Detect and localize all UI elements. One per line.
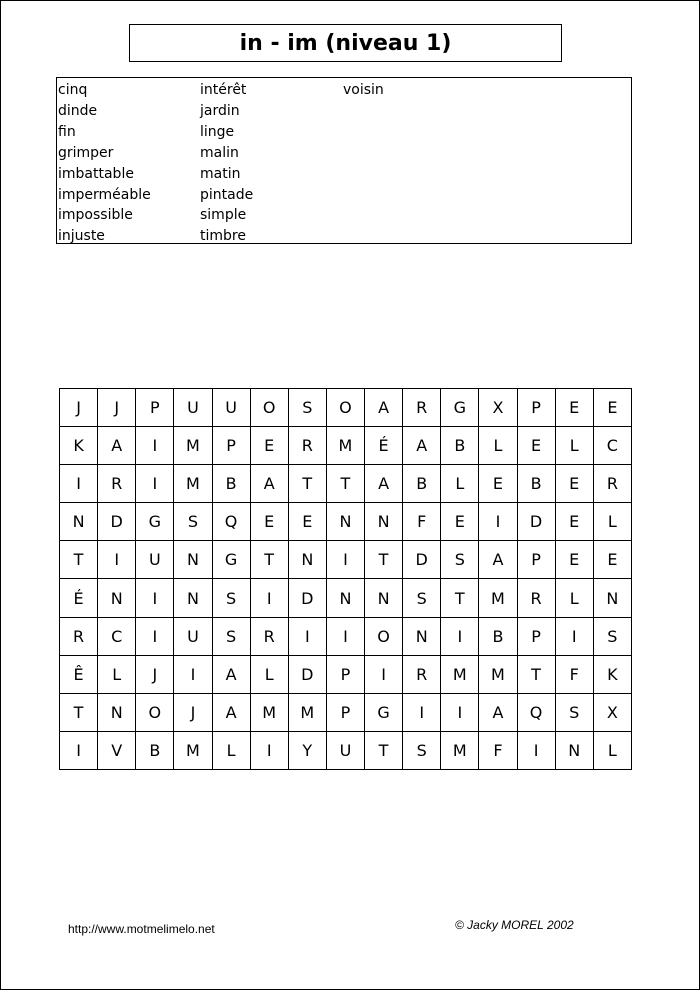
grid-cell[interactable]: Y — [288, 731, 326, 769]
grid-cell[interactable]: D — [288, 579, 326, 617]
grid-cell[interactable]: S — [288, 389, 326, 427]
grid-cell[interactable]: E — [555, 503, 593, 541]
grid-cell[interactable]: A — [98, 427, 136, 465]
grid-cell[interactable]: I — [326, 541, 364, 579]
grid-cell[interactable]: A — [250, 465, 288, 503]
grid-cell[interactable]: J — [98, 389, 136, 427]
grid-cell[interactable]: I — [365, 655, 403, 693]
grid-cell[interactable]: Q — [212, 503, 250, 541]
grid-cell[interactable]: I — [441, 693, 479, 731]
grid-cell[interactable]: I — [555, 617, 593, 655]
grid-cell[interactable]: T — [365, 731, 403, 769]
grid-cell[interactable]: A — [365, 465, 403, 503]
grid-cell[interactable]: T — [288, 465, 326, 503]
grid-cell[interactable]: P — [517, 541, 555, 579]
grid-cell[interactable]: J — [136, 655, 174, 693]
grid-cell[interactable]: I — [326, 617, 364, 655]
grid-row — [60, 465, 632, 503]
grid-cell[interactable]: P — [326, 693, 364, 731]
grid-cell[interactable]: Ê — [60, 655, 98, 693]
word-list-item: jardin — [200, 102, 240, 119]
grid-row — [60, 503, 632, 541]
grid-cell[interactable]: M — [288, 693, 326, 731]
grid-cell[interactable]: I — [517, 731, 555, 769]
grid-cell[interactable]: S — [403, 731, 441, 769]
grid-cell[interactable]: M — [250, 693, 288, 731]
grid-cell[interactable]: L — [593, 731, 631, 769]
grid-cell[interactable]: D — [288, 655, 326, 693]
grid-cell[interactable]: A — [212, 693, 250, 731]
grid-cell[interactable]: E — [593, 389, 631, 427]
letter-grid-table — [59, 388, 632, 770]
grid-cell[interactable]: X — [593, 693, 631, 731]
grid-cell[interactable]: S — [212, 617, 250, 655]
grid-cell[interactable]: P — [517, 617, 555, 655]
grid-cell[interactable]: D — [98, 503, 136, 541]
grid-cell[interactable]: T — [326, 465, 364, 503]
grid-cell[interactable]: N — [174, 579, 212, 617]
grid-cell[interactable]: T — [250, 541, 288, 579]
grid-cell[interactable]: I — [250, 579, 288, 617]
grid-cell[interactable]: M — [479, 579, 517, 617]
word-list-item: cinq — [58, 82, 88, 98]
grid-cell[interactable]: M — [174, 731, 212, 769]
grid-cell[interactable]: N — [174, 541, 212, 579]
grid-cell[interactable]: P — [212, 427, 250, 465]
grid-cell[interactable]: Q — [517, 693, 555, 731]
grid-cell[interactable]: G — [441, 389, 479, 427]
grid-cell[interactable]: U — [326, 731, 364, 769]
grid-cell[interactable]: N — [98, 579, 136, 617]
grid-cell[interactable]: N — [98, 693, 136, 731]
grid-cell[interactable]: R — [403, 389, 441, 427]
word-list — [56, 77, 632, 244]
grid-cell[interactable]: M — [174, 465, 212, 503]
page-title — [129, 24, 562, 62]
word-list-item: malin — [200, 144, 239, 161]
grid-cell[interactable]: R — [250, 617, 288, 655]
grid-cell[interactable]: M — [441, 655, 479, 693]
grid-cell[interactable]: L — [555, 427, 593, 465]
grid-cell[interactable]: U — [174, 389, 212, 427]
grid-cell[interactable]: E — [555, 389, 593, 427]
grid-cell[interactable]: S — [212, 579, 250, 617]
grid-cell[interactable]: M — [479, 655, 517, 693]
grid-cell[interactable]: I — [136, 427, 174, 465]
word-list-item: intérêt — [200, 82, 247, 98]
word-list-item: matin — [200, 165, 241, 182]
grid-cell[interactable]: K — [593, 655, 631, 693]
grid-cell[interactable]: E — [250, 503, 288, 541]
grid-cell[interactable]: B — [441, 427, 479, 465]
grid-cell[interactable]: J — [60, 389, 98, 427]
grid-cell[interactable]: N — [326, 503, 364, 541]
grid-row — [60, 389, 632, 427]
grid-cell[interactable]: N — [288, 541, 326, 579]
grid-cell[interactable]: R — [98, 465, 136, 503]
grid-cell[interactable]: T — [60, 693, 98, 731]
grid-cell[interactable]: B — [212, 465, 250, 503]
grid-cell[interactable]: P — [136, 389, 174, 427]
grid-cell[interactable]: S — [403, 579, 441, 617]
word-search-grid — [59, 388, 632, 770]
grid-cell[interactable]: A — [212, 655, 250, 693]
grid-cell[interactable]: D — [403, 541, 441, 579]
grid-cell[interactable]: G — [365, 693, 403, 731]
grid-cell[interactable]: N — [555, 731, 593, 769]
grid-cell[interactable]: T — [365, 541, 403, 579]
grid-cell[interactable]: I — [98, 541, 136, 579]
grid-cell[interactable]: T — [517, 655, 555, 693]
grid-cell[interactable]: N — [326, 579, 364, 617]
word-list-item: impossible — [58, 207, 133, 224]
grid-cell[interactable]: P — [517, 389, 555, 427]
grid-cell[interactable]: E — [441, 503, 479, 541]
word-list-item: pintade — [200, 186, 254, 203]
word-list-column-1 — [58, 80, 151, 247]
word-list-column-2 — [200, 80, 253, 247]
grid-cell[interactable]: L — [479, 427, 517, 465]
grid-cell[interactable]: B — [517, 465, 555, 503]
footer-url: http://www.motmelimelo.net — [68, 922, 215, 936]
word-list-column-3 — [343, 80, 384, 101]
grid-cell[interactable]: R — [288, 427, 326, 465]
grid-cell[interactable]: M — [174, 427, 212, 465]
grid-cell[interactable]: R — [60, 617, 98, 655]
grid-row — [60, 617, 632, 655]
grid-cell[interactable]: E — [517, 427, 555, 465]
grid-cell[interactable]: A — [365, 389, 403, 427]
grid-cell[interactable]: É — [365, 427, 403, 465]
grid-cell[interactable]: E — [479, 465, 517, 503]
grid-cell[interactable]: L — [250, 655, 288, 693]
grid-cell[interactable]: I — [136, 617, 174, 655]
grid-row — [60, 579, 632, 617]
grid-cell[interactable]: O — [365, 617, 403, 655]
grid-cell[interactable]: E — [288, 503, 326, 541]
grid-cell[interactable]: V — [98, 731, 136, 769]
grid-row — [60, 541, 632, 579]
grid-cell[interactable]: I — [60, 465, 98, 503]
word-list-item: simple — [200, 207, 247, 224]
grid-cell[interactable]: I — [136, 579, 174, 617]
grid-cell[interactable]: S — [441, 541, 479, 579]
grid-cell[interactable]: I — [288, 617, 326, 655]
grid-cell[interactable]: É — [60, 579, 98, 617]
grid-cell[interactable]: I — [479, 503, 517, 541]
grid-cell[interactable]: I — [250, 731, 288, 769]
grid-cell[interactable]: P — [326, 655, 364, 693]
grid-cell[interactable]: F — [479, 731, 517, 769]
word-list-item: dinde — [58, 102, 98, 119]
grid-cell[interactable]: B — [136, 731, 174, 769]
grid-cell[interactable]: I — [174, 655, 212, 693]
grid-row — [60, 731, 632, 769]
grid-cell[interactable]: U — [174, 617, 212, 655]
grid-cell[interactable]: N — [365, 579, 403, 617]
grid-cell[interactable]: B — [403, 465, 441, 503]
grid-cell[interactable]: U — [136, 541, 174, 579]
grid-cell[interactable]: U — [212, 389, 250, 427]
grid-cell[interactable]: S — [555, 693, 593, 731]
grid-cell[interactable]: N — [60, 503, 98, 541]
grid-row — [60, 693, 632, 731]
grid-cell[interactable]: M — [441, 731, 479, 769]
grid-cell[interactable]: E — [250, 427, 288, 465]
grid-cell[interactable]: S — [593, 617, 631, 655]
grid-cell[interactable]: T — [60, 541, 98, 579]
grid-cell[interactable]: N — [365, 503, 403, 541]
word-list-item: voisin — [343, 82, 384, 98]
grid-cell[interactable]: R — [403, 655, 441, 693]
grid-cell[interactable]: I — [403, 693, 441, 731]
word-list-item: fin — [58, 123, 76, 140]
word-list-item: timbre — [200, 228, 246, 245]
grid-cell[interactable]: T — [441, 579, 479, 617]
grid-cell[interactable]: I — [136, 465, 174, 503]
grid-cell[interactable]: O — [250, 389, 288, 427]
grid-cell[interactable]: C — [98, 617, 136, 655]
word-list-item: imperméable — [58, 186, 151, 203]
grid-cell[interactable]: C — [593, 427, 631, 465]
grid-cell[interactable]: A — [479, 693, 517, 731]
word-list-item: injuste — [58, 228, 105, 245]
grid-cell[interactable]: O — [136, 693, 174, 731]
grid-cell[interactable]: G — [136, 503, 174, 541]
grid-cell[interactable]: R — [517, 579, 555, 617]
grid-cell[interactable]: A — [403, 427, 441, 465]
grid-cell[interactable]: E — [555, 465, 593, 503]
grid-cell[interactable]: X — [479, 389, 517, 427]
word-list-item: linge — [200, 123, 235, 140]
grid-cell[interactable]: I — [441, 617, 479, 655]
grid-cell[interactable]: M — [326, 427, 364, 465]
grid-cell[interactable]: D — [517, 503, 555, 541]
grid-cell[interactable]: E — [593, 541, 631, 579]
grid-cell[interactable]: N — [403, 617, 441, 655]
grid-cell[interactable]: A — [479, 541, 517, 579]
grid-cell[interactable]: F — [403, 503, 441, 541]
grid-cell[interactable]: E — [555, 541, 593, 579]
grid-row — [60, 427, 632, 465]
grid-cell[interactable]: F — [555, 655, 593, 693]
grid-cell[interactable]: S — [174, 503, 212, 541]
grid-row — [60, 655, 632, 693]
grid-cell[interactable]: L — [593, 503, 631, 541]
word-list-item: grimper — [58, 144, 114, 161]
footer-copyright: © Jacky MOREL 2002 — [455, 918, 574, 932]
grid-cell[interactable]: G — [212, 541, 250, 579]
grid-cell[interactable]: L — [98, 655, 136, 693]
page-title-text: in - im (niveau 1) — [239, 30, 452, 56]
grid-cell[interactable]: L — [555, 579, 593, 617]
grid-cell[interactable]: I — [60, 731, 98, 769]
grid-cell[interactable]: K — [60, 427, 98, 465]
grid-cell[interactable]: J — [174, 693, 212, 731]
grid-cell[interactable]: R — [593, 465, 631, 503]
word-list-item: imbattable — [58, 165, 134, 182]
grid-cell[interactable]: L — [212, 731, 250, 769]
grid-cell[interactable]: L — [441, 465, 479, 503]
grid-cell[interactable]: B — [479, 617, 517, 655]
grid-cell[interactable]: N — [593, 579, 631, 617]
grid-cell[interactable]: O — [326, 389, 364, 427]
